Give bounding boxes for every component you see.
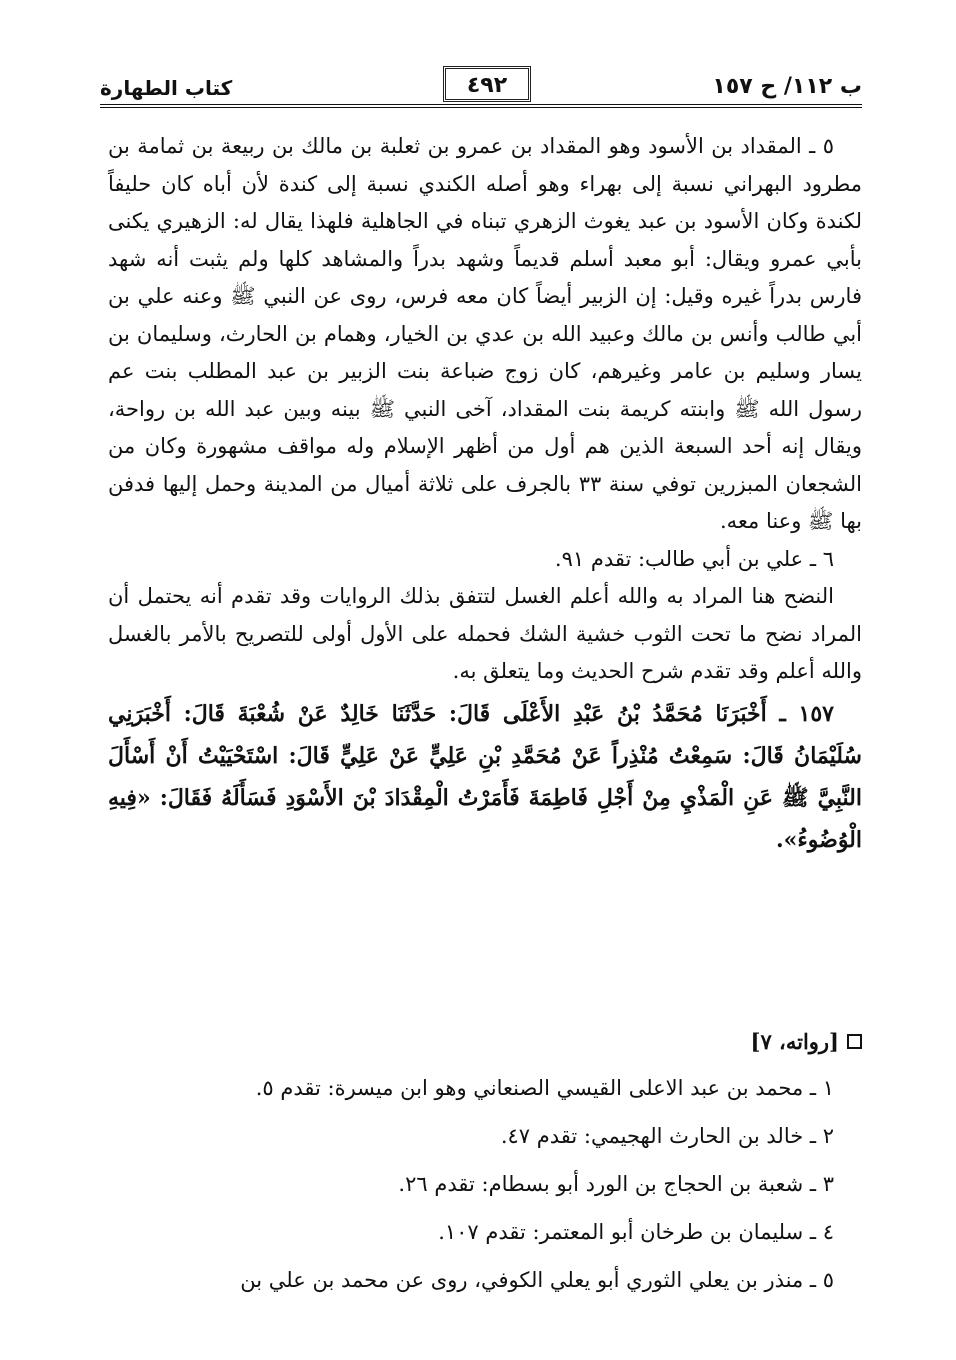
narrators-section [108,1024,862,1304]
header-divider [100,104,862,108]
main-text [108,128,862,861]
list-item: ٤ ـ سليمان بن طرخان أبو المعتمر: تقدم ١٠٧. [438,1220,834,1244]
narrators-list [108,1064,862,1304]
list-item: ٢ ـ خالد بن الحارث الهجيمي: تقدم ٤٧. [500,1124,834,1148]
section-title-text: [رواته، ٧] [750,1028,839,1054]
hadith-text: ١٥٧ ـ أَخْبَرَنَا مُحَمَّدُ بْنُ عَبْدِ الأَعْلَى قَالَ: حَدَّثَنَا خَالِدٌ عَنْ شُعْبَةَ قَالَ: أَخْبَرَنِي سُلَيْمَانُ قَالَ: سَمِعْتُ مُنْذِراً عَنْ مُحَمَّدِ بْنِ عَلِيٍّ عَنْ عَلِيٍّ قَالَ: اسْتَحْيَيْتُ أَنْ أَسْأَلَ النَّبِيَّ ﷺ عَنِ الْمَذْيِ مِنْ أَجْلِ فَاطِمَةَ فَأَمَرْتُ الْمِقْدَادَ بْنَ الأَسْوَدِ فَسَأَلَهُ فَقَالَ: «فِيهِ الْوُضُوءُ». [108,700,862,853]
list-item: ٣ ـ شعبة بن الحجاج بن الورد أبو بسطام: تقدم ٢٦. [398,1172,834,1196]
page-number: ٤٩٢ [443,66,531,102]
list-item: ١ ـ محمد بن عبد الاعلى القيسي الصنعاني وهو ابن ميسرة: تقدم ٥. [255,1076,834,1100]
list-item: ٥ ـ منذر بن يعلي الثوري أبو يعلي الكوفي، روى عن محمد بن علي بن [240,1268,834,1292]
narrator-reference-paragraph: ٦ ـ علي بن أبي طالب: تقدم ٩١. [554,546,834,571]
book-title: كتاب الطهارة [100,76,233,100]
commentary-paragraph: النضح هنا المراد به والله أعلم الغسل لتتفق بذلك الروايات وقد تقدم أنه يحتمل أن المراد نضح ما تحت الثوب خشية الشك فحمله على الأول أولى للتصريح بالأمر بالغسل والله أعلم وقد تقدم شرح الحديث وما يتعلق به. [108,584,862,683]
square-bullet-icon [847,1034,862,1049]
narrator-biography-paragraph: ٥ ـ المقداد بن الأسود وهو المقداد بن عمرو بن ثعلبة بن مالك بن ربيعة بن ثمامة بن مطرود البهراني نسبة إلى بهراء وهو أصله الكندي نسبة إلى كندة لأن أباه كان حليفاً لكندة وكان الأسود بن عبد يغوث الزهري تبناه في الجاهلية فلهذا يقال له: الزهيري يكنى بأبي عمرو ويقال: أبو معبد أسلم قديماً وشهد بدراً والمشاهد كلها ولم يثبت أنه شهد فارس بدراً غيره وقيل: إن الزبير أيضاً كان معه فرس، روى عن النبي ﷺ وعنه علي بن أبي طالب وأنس بن مالك وعبيد الله بن عدي بن الخيار، وهمام بن الحارث، وسليمان بن يسار وسليم بن عامر وغيرهم، كان زوج ضباعة بنت الزبير بن عبد المطلب بنت عم رسول الله ﷺ وابنته كريمة بنت المقداد، آخى النبي ﷺ بينه وبين عبد الله بن رواحة، ويقال إنه أحد السبعة الذين هم أول من أظهر الإسلام وله مواقف مشهورة وكان من الشجعان المبزرين توفي سنة ٣٣ بالجرف على ثلاثة أميال من المدينة وحمل إليها فدفن بها ﷺ وعنا معه. [108,134,862,533]
chapter-reference: ب ١١٢/ ح ١٥٧ [712,74,862,99]
section-heading [108,1024,862,1058]
